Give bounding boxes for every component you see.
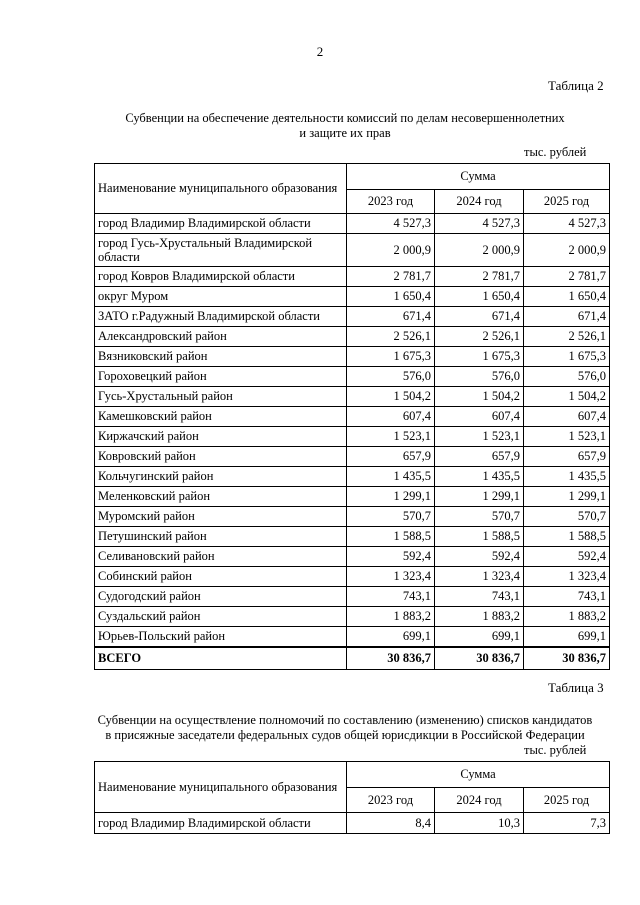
value-2023-cell: 2 781,7 <box>347 267 435 287</box>
value-2025-cell: 4 527,3 <box>524 214 610 234</box>
value-2024-cell: 1 435,5 <box>435 467 524 487</box>
table3-title-line2: в присяжные заседатели федеральных судов общей юрисдикции в Российской Федерации <box>105 728 585 742</box>
table-row <box>95 214 610 234</box>
value-2025-cell: 592,4 <box>524 547 610 567</box>
value-2024-cell: 1 504,2 <box>435 387 524 407</box>
value-2024-cell: 2 781,7 <box>435 267 524 287</box>
value-2025-cell: 1 504,2 <box>524 387 610 407</box>
value-2024-cell: 570,7 <box>435 507 524 527</box>
table-row <box>95 567 610 587</box>
table3-year-header: 2024 год <box>435 788 524 813</box>
table-row <box>95 387 610 407</box>
value-2024-cell: 1 323,4 <box>435 567 524 587</box>
value-2023-cell: 2 526,1 <box>347 327 435 347</box>
table2-label: Таблица 2 <box>548 78 604 93</box>
table3-title <box>70 713 620 743</box>
value-2025-cell: 30 836,7 <box>524 647 610 670</box>
value-2023-cell: 1 523,1 <box>347 427 435 447</box>
value-2025-cell: 2 526,1 <box>524 327 610 347</box>
table3-title-line1: Субвенции на осуществление полномочий по составлению (изменению) списков кандидатов <box>97 713 593 727</box>
value-2023-cell: 1 504,2 <box>347 387 435 407</box>
value-2024-cell: 2 526,1 <box>435 327 524 347</box>
table2-title <box>90 111 600 141</box>
value-2023-cell: 1 435,5 <box>347 467 435 487</box>
table2-title-line2: и защите их прав <box>299 126 391 140</box>
value-2023-cell: 1 675,3 <box>347 347 435 367</box>
value-2025-cell: 607,4 <box>524 407 610 427</box>
table-row <box>95 407 610 427</box>
value-2025-cell: 743,1 <box>524 587 610 607</box>
municipality-cell: ВСЕГО <box>95 647 347 670</box>
value-2023-cell: 576,0 <box>347 367 435 387</box>
value-2024-cell: 699,1 <box>435 627 524 647</box>
value-2023-cell: 8,4 <box>347 813 435 834</box>
table2-year-header: 2024 год <box>435 190 524 214</box>
municipality-cell: Петушинский район <box>95 527 347 547</box>
value-2023-cell: 1 588,5 <box>347 527 435 547</box>
municipality-cell: Камешковский район <box>95 407 347 427</box>
value-2023-cell: 30 836,7 <box>347 647 435 670</box>
value-2024-cell: 1 588,5 <box>435 527 524 547</box>
table2-year-header: 2025 год <box>524 190 610 214</box>
value-2025-cell: 1 883,2 <box>524 607 610 627</box>
value-2023-cell: 1 323,4 <box>347 567 435 587</box>
table-row <box>95 607 610 627</box>
value-2023-cell: 607,4 <box>347 407 435 427</box>
table-row <box>95 367 610 387</box>
value-2025-cell: 2 781,7 <box>524 267 610 287</box>
table-row <box>95 813 610 834</box>
value-2025-cell: 7,3 <box>524 813 610 834</box>
table-row <box>95 347 610 367</box>
table-row <box>95 307 610 327</box>
value-2023-cell: 699,1 <box>347 627 435 647</box>
value-2025-cell: 699,1 <box>524 627 610 647</box>
municipality-cell: округ Муром <box>95 287 347 307</box>
municipality-cell: Собинский район <box>95 567 347 587</box>
value-2023-cell: 570,7 <box>347 507 435 527</box>
table3-label: Таблица 3 <box>548 680 604 695</box>
value-2025-cell: 2 000,9 <box>524 234 610 267</box>
table-row <box>95 267 610 287</box>
table3 <box>94 761 610 834</box>
value-2023-cell: 4 527,3 <box>347 214 435 234</box>
municipality-cell: Меленковский район <box>95 487 347 507</box>
value-2024-cell: 2 000,9 <box>435 234 524 267</box>
value-2025-cell: 1 523,1 <box>524 427 610 447</box>
value-2023-cell: 671,4 <box>347 307 435 327</box>
value-2023-cell: 1 299,1 <box>347 487 435 507</box>
municipality-cell: Суздальский район <box>95 607 347 627</box>
value-2025-cell: 1 588,5 <box>524 527 610 547</box>
value-2023-cell: 2 000,9 <box>347 234 435 267</box>
municipality-cell: Ковровский район <box>95 447 347 467</box>
total-row <box>95 647 610 670</box>
value-2024-cell: 1 883,2 <box>435 607 524 627</box>
table2-year-header: 2023 год <box>347 190 435 214</box>
table-row <box>95 287 610 307</box>
value-2023-cell: 657,9 <box>347 447 435 467</box>
municipality-cell: город Ковров Владимирской области <box>95 267 347 287</box>
table-row <box>95 487 610 507</box>
table2-col-name-header: Наименование муниципального образования <box>95 164 347 214</box>
value-2024-cell: 10,3 <box>435 813 524 834</box>
table3-col-name-header: Наименование муниципального образования <box>95 762 347 813</box>
value-2024-cell: 1 299,1 <box>435 487 524 507</box>
municipality-cell: Муромский район <box>95 507 347 527</box>
municipality-cell: город Гусь-Хрустальный Владимирской области <box>95 234 347 267</box>
value-2025-cell: 1 299,1 <box>524 487 610 507</box>
value-2025-cell: 671,4 <box>524 307 610 327</box>
municipality-cell: Юрьев-Польский район <box>95 627 347 647</box>
municipality-cell: Кольчугинский район <box>95 467 347 487</box>
value-2025-cell: 570,7 <box>524 507 610 527</box>
table-row <box>95 547 610 567</box>
municipality-cell: Гусь-Хрустальный район <box>95 387 347 407</box>
municipality-cell: ЗАТО г.Радужный Владимирской области <box>95 307 347 327</box>
table-row <box>95 527 610 547</box>
municipality-cell: Гороховецкий район <box>95 367 347 387</box>
table-row <box>95 327 610 347</box>
value-2024-cell: 4 527,3 <box>435 214 524 234</box>
table-row <box>95 467 610 487</box>
value-2025-cell: 1 650,4 <box>524 287 610 307</box>
municipality-cell: Селивановский район <box>95 547 347 567</box>
table-row <box>95 447 610 467</box>
table2-col-sum-header: Сумма <box>347 164 610 190</box>
table2-units: тыс. рублей <box>524 145 587 159</box>
table3-year-header: 2025 год <box>524 788 610 813</box>
table3-units: тыс. рублей <box>524 743 587 757</box>
municipality-cell: Киржачский район <box>95 427 347 447</box>
value-2025-cell: 657,9 <box>524 447 610 467</box>
value-2024-cell: 1 523,1 <box>435 427 524 447</box>
municipality-cell: Александровский район <box>95 327 347 347</box>
value-2023-cell: 743,1 <box>347 587 435 607</box>
value-2024-cell: 743,1 <box>435 587 524 607</box>
municipality-cell: город Владимир Владимирской области <box>95 813 347 834</box>
value-2025-cell: 576,0 <box>524 367 610 387</box>
table-row <box>95 627 610 647</box>
value-2024-cell: 657,9 <box>435 447 524 467</box>
value-2024-cell: 671,4 <box>435 307 524 327</box>
table3-col-sum-header: Сумма <box>347 762 610 788</box>
table-row <box>95 427 610 447</box>
table2 <box>94 163 610 670</box>
value-2024-cell: 1 675,3 <box>435 347 524 367</box>
table-row <box>95 507 610 527</box>
table3-year-header: 2023 год <box>347 788 435 813</box>
value-2024-cell: 576,0 <box>435 367 524 387</box>
table-row <box>95 234 610 267</box>
value-2025-cell: 1 323,4 <box>524 567 610 587</box>
value-2024-cell: 592,4 <box>435 547 524 567</box>
municipality-cell: Вязниковский район <box>95 347 347 367</box>
value-2023-cell: 1 883,2 <box>347 607 435 627</box>
value-2025-cell: 1 435,5 <box>524 467 610 487</box>
value-2023-cell: 592,4 <box>347 547 435 567</box>
value-2024-cell: 1 650,4 <box>435 287 524 307</box>
value-2024-cell: 607,4 <box>435 407 524 427</box>
table-row <box>95 587 610 607</box>
table2-title-line1: Субвенции на обеспечение деятельности комиссий по делам несовершеннолетних <box>125 111 565 125</box>
value-2025-cell: 1 675,3 <box>524 347 610 367</box>
value-2024-cell: 30 836,7 <box>435 647 524 670</box>
municipality-cell: город Владимир Владимирской области <box>95 214 347 234</box>
municipality-cell: Судогодский район <box>95 587 347 607</box>
page-number: 2 <box>316 44 324 59</box>
value-2023-cell: 1 650,4 <box>347 287 435 307</box>
